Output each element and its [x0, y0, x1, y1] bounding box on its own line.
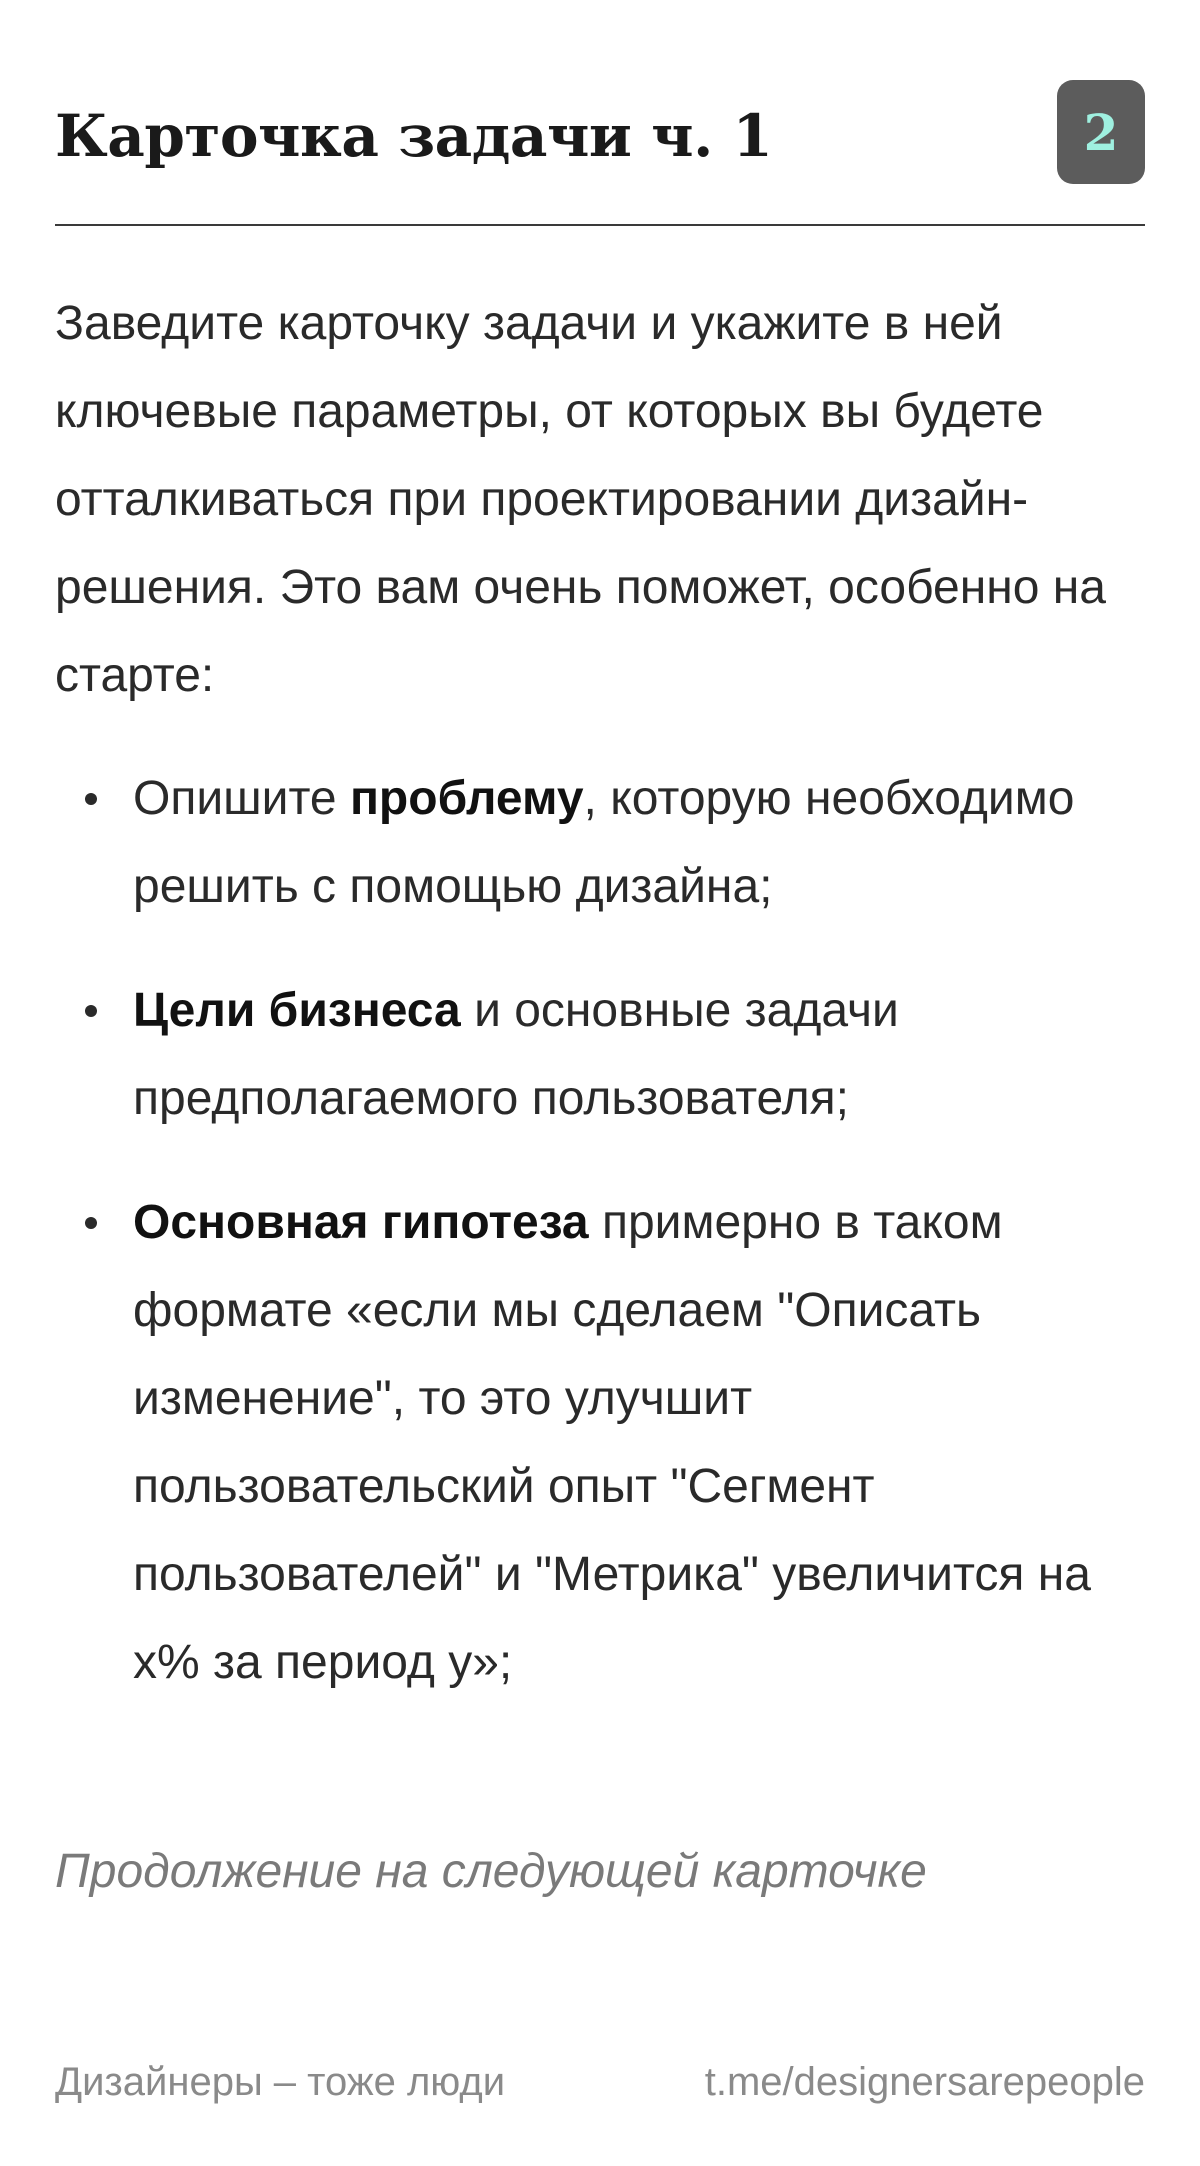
list-item: [55, 967, 1155, 1143]
bullet-text-after: и основные задачи предполагаемого пользователя;: [133, 984, 899, 1125]
list-item: [55, 755, 1155, 931]
bullet-icon: [85, 1005, 97, 1017]
bullet-text-before: Опишите: [133, 772, 350, 825]
bullet-text-bold: Основная гипотеза: [133, 1196, 589, 1249]
list-item: [55, 1179, 1155, 1707]
bullet-icon: [85, 1217, 97, 1229]
bullet-text-bold: проблему: [349, 772, 584, 825]
bullet-text-bold: Цели бизнеса: [133, 984, 461, 1037]
continuation-note: Продолжение на следующей карточке: [55, 1845, 927, 1898]
bullet-text-after: примерно в таком формате «если мы сделаем "Описать изменение", то это улучшит пользовательский опыт "Сегмент пользователей" и "Метрика" увеличится на x% за период y»;: [133, 1196, 1091, 1689]
card-header: [55, 80, 1145, 190]
footer-brand: Дизайнеры – тоже люди: [55, 2060, 506, 2104]
footer-link[interactable]: t.me/designersarepeople: [704, 2060, 1145, 2104]
parameters-list: [55, 755, 1155, 1743]
card-title: Карточка задачи ч. 1: [55, 102, 773, 170]
bullet-text-after: , которую необходимо решить с помощью дизайна;: [133, 772, 1075, 913]
bullet-icon: [85, 793, 97, 805]
intro-paragraph: Заведите карточку задачи и укажите в ней ключевые параметры, от которых вы будете отталкиваться при проектировании дизайн-решения. Это вам очень поможет, особенно на старте:: [55, 297, 1106, 702]
page-number-badge: 2: [1057, 80, 1145, 184]
header-divider: [55, 224, 1145, 226]
